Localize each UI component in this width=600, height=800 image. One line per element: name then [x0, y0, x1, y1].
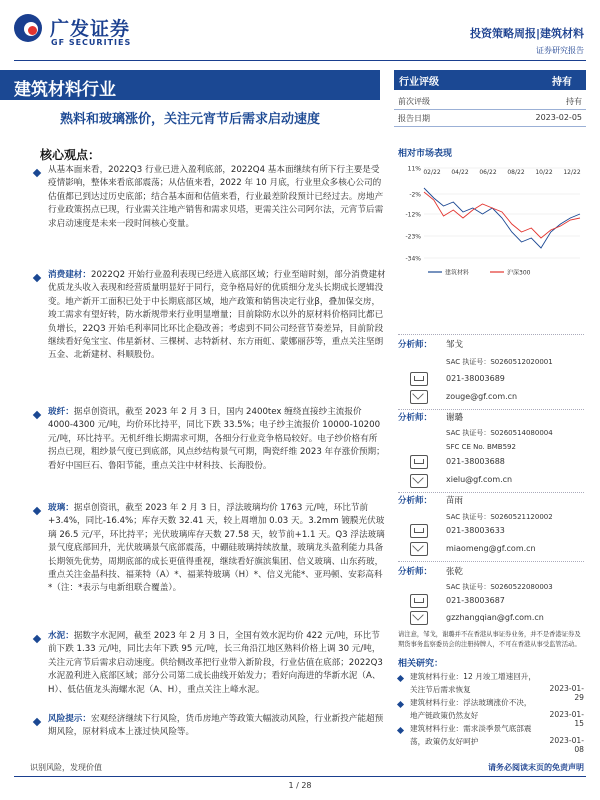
phone-icon	[410, 372, 428, 386]
related-item-date: 2023-01-08	[549, 736, 584, 754]
paragraph-label: 玻璃：	[48, 503, 74, 513]
analyst-phone: 021-38003687	[446, 596, 505, 605]
core-paragraph	[48, 713, 386, 740]
paragraph-text: 从基本面来看，2022Q3 行业已进入盈利底部，2022Q4 基本面继续有所下行主要是受疫情影响，整体来看底部震荡；从估值来看，2022 年 10 月底，行业里众多核心公司的估值都已到达过历史底部；结合基本面和估值来看，行业最差阶段预计已经过去。房地产行业政策拐点已现，行业需关注地产销售和需求贝塔，更需关注公司阿尔法，元宵节后需求启动速度是未来一段时间核心变量。	[48, 165, 384, 229]
disclaimer-note: 请注意，邹戈，谢璐并不在香港从事证券业务，并不是香港证券及期货事务监察委员会的注册持牌人，不可在香港从事受监管活动。	[398, 631, 581, 648]
rating-label: 行业评级	[399, 77, 439, 88]
bullet-icon	[33, 718, 41, 726]
separator	[398, 561, 584, 562]
analyst-name: 谢璐	[446, 413, 464, 423]
related-item-date: 2023-01-15	[549, 710, 584, 728]
bullet-icon	[397, 701, 404, 708]
paragraph-label: 玻纤：	[48, 407, 74, 417]
related-item[interactable]: 建筑材料行业：需求淡季景气底部震荡，政策仍友好呵护	[410, 724, 532, 746]
report-category: 投资策略周报|建筑材料	[469, 27, 584, 40]
mail-icon	[410, 390, 428, 404]
analyst-cert-sfc: SFC CE No. BMB592	[446, 443, 516, 451]
company-logo	[14, 14, 174, 50]
related-item[interactable]: 建筑材料行业：浮法玻璃涨价不决，地产链政策仍然友好	[410, 698, 532, 720]
analyst-cert: SAC 执证号：S0260514080004	[446, 429, 553, 437]
chart-legend-label: 沪深300	[507, 269, 531, 277]
separator	[398, 334, 584, 335]
rating-bar	[394, 70, 586, 90]
paragraph-text: 2022Q2 开始行业盈利表现已经进入底部区域；行业至暗时刻，部分消费建材优质龙头收入表现和经营质量明显好于同行，竞争格局好的优质细分龙头长期成长逻辑没变。地产新开工面积已处于中长期底部区域，地产政策和销售决定行业β，叠加保交房，竣工需求有望好转，防水新规带来行业明显增量；目前除防水以外的原材料价格同比都已负增长，22Q3 开始毛利率同比环比企稳改善；考虑到不同公司经营节奏差异，目前阶段继续看好兔宝宝、伟星新材、三棵树、志特新材、东方雨虹、蒙娜丽莎等，重点关注坚朗五金、北新建材、科顺股份。	[48, 270, 386, 361]
analyst-name: 苗雨	[446, 496, 464, 506]
bullet-icon	[33, 411, 41, 419]
page-number: 1 / 28	[288, 781, 312, 790]
chart-x-tick-label: 06/22	[479, 169, 497, 176]
footer-slogan: 识别风险，发现价值	[30, 763, 102, 772]
report-date-row	[398, 113, 584, 124]
separator	[398, 492, 584, 493]
footer-disclaimer-link[interactable]: 请务必阅读末页的免责声明	[488, 763, 584, 772]
analyst-email[interactable]: gzzhangqian@gf.com.cn	[446, 613, 544, 622]
mail-icon	[410, 542, 428, 556]
relative-performance-chart	[398, 160, 584, 280]
phone-icon	[410, 594, 428, 608]
page-title: 建筑材料行业	[14, 80, 116, 100]
analyst-cert: SAC 执证号：S0260512020001	[446, 358, 553, 366]
paragraph-text: 据数字水泥网，截至 2023 年 2 月 3 日，全国有效水泥均价 422 元/吨，环比节前下跌 1.33 元/吨，同比去年下跌 95 元/吨，长三角沿江地区熟料价格上调 30 元/吨，关注元宵节后需求启动速度。供给侧改革把行业带入新阶段，行业估值在底部；2022Q3 水泥盈利进入底部区域；部分公司第二成长曲线开始发力；看好向海进的华新水泥（A、H）、低估值龙头海螺水泥（A、H），重点关注上峰水泥。	[48, 631, 383, 695]
chart-y-tick-label: -23%	[405, 233, 421, 241]
report-date-label: 报告日期	[398, 114, 430, 123]
chart-x-tick-label: 10/22	[535, 169, 553, 176]
core-paragraph	[48, 269, 386, 363]
report-type: 证券研究报告	[536, 46, 584, 55]
analyst-phone: 021-38003688	[446, 457, 505, 466]
divider	[394, 109, 586, 110]
separator	[398, 409, 584, 410]
analyst-phone: 021-38003633	[446, 526, 505, 535]
related-item[interactable]: 建筑材料行业：12 月竣工增速回升，关注节后需求恢复	[410, 672, 536, 694]
header-divider	[14, 60, 586, 61]
core-paragraph	[48, 406, 386, 473]
chart-y-tick-label: -12%	[405, 211, 421, 219]
core-paragraph	[48, 630, 386, 697]
phone-icon	[410, 455, 428, 469]
logo-text-en: GF SECURITIES	[51, 38, 132, 47]
logo-text-cn: 广发证券	[50, 18, 131, 40]
analyst-name: 邹戈	[446, 340, 464, 350]
core-paragraph	[48, 502, 386, 596]
chart-y-tick-label: -2%	[409, 191, 421, 199]
analyst-email[interactable]: miaomeng@gf.com.cn	[446, 544, 536, 553]
analyst-cert: SAC 执证号：S0260522080003	[446, 583, 553, 591]
chart-series-line	[424, 192, 580, 238]
analyst-label: 分析师：	[398, 413, 433, 423]
relative-performance-heading: 相对市场表现	[398, 149, 453, 159]
previous-rating-row	[398, 96, 584, 107]
analyst-name: 张乾	[446, 567, 464, 577]
bullet-icon	[397, 727, 404, 734]
bullet-icon	[33, 169, 41, 177]
paragraph-label: 消费建材：	[48, 270, 91, 280]
phone-icon	[410, 524, 428, 538]
analyst-cert: SAC 执证号：S0260521120002	[446, 513, 553, 521]
previous-rating-label: 前次评级	[398, 97, 430, 106]
analyst-phone: 021-38003689	[446, 374, 505, 383]
analyst-email[interactable]: xielu@gf.com.cn	[446, 475, 513, 484]
footer-divider	[14, 776, 586, 777]
related-item-date: 2023-01-29	[549, 684, 584, 702]
chart-y-tick-label: 11%	[407, 165, 421, 173]
paragraph-text: 据卓创资讯，截至 2023 年 2 月 3 日，浮法玻璃均价 1763 元/吨，环比节前+3.4%，同比-16.4%；库存天数 32.41 天，较上周增加 0.03 天。3.2mm 镀膜光伏玻璃 26.5 元/平，环比持平；光伏玻璃库存天数 27.58 天，较节前+1.1 天。Q3 浮法玻璃景气度底部回升，光伏玻璃景气底部震荡，中硼硅玻璃持续放量，玻璃龙头盈利能力具备长期领先优势，周期底部的成长更值得重视，继续看好旗滨集团、信义玻璃、山东药玻，重点关注金晶科技、福莱特（A）*、福莱特玻璃（H）*、信义光能*、亚玛顿、安彩高科*（注：*表示与电新组联合覆盖）。	[48, 503, 385, 594]
report-date-value: 2023-02-05	[535, 113, 582, 122]
title-banner	[0, 70, 380, 100]
paragraph-text: 据卓创资讯，截至 2023 年 2 月 3 日，国内 2400tex 缠绕直接纱主流报价 4000-4300 元/吨，均价环比持平，同比下跌 33.5%；电子纱主流报价 10000-10200 元/吨，环比持平。无机纤维长期需求可期，各细分行业竞争格局较好。电子纱价格有所拐点已现，粗纱景气度已到底部，风点纱结构景气可期，陶瓷纤维 2023 年存涨价预期；看好中国巨石、鲁阳节能，重点关注中材科技、长海股份。	[48, 407, 385, 471]
chart-x-tick-label: 04/22	[451, 169, 469, 176]
bullet-icon	[33, 635, 41, 643]
mail-icon	[410, 611, 428, 625]
chart-legend-label: 建筑材料	[445, 269, 470, 277]
related-research-heading: 相关研究：	[398, 659, 444, 669]
paragraph-label: 风险提示：	[48, 714, 91, 724]
chart-series-line	[424, 188, 580, 248]
analyst-email[interactable]: zouge@gf.com.cn	[446, 392, 518, 401]
analyst-label: 分析师：	[398, 496, 433, 506]
previous-rating-value: 持有	[566, 97, 582, 106]
chart-x-tick-label: 12/22	[563, 169, 581, 176]
logo-mark-icon	[14, 14, 42, 42]
divider	[394, 126, 586, 127]
chart-x-tick-label: 08/22	[507, 169, 525, 176]
paragraph-label: 水泥：	[48, 631, 74, 641]
core-paragraph	[48, 164, 386, 231]
rating-value: 持有	[552, 77, 572, 88]
analyst-label: 分析师：	[398, 340, 433, 350]
mail-icon	[410, 474, 428, 488]
paragraph-text: 宏观经济继续下行风险，货币房地产等政策大幅波动风险，行业新投产能超预期风险，原材料成本上涨过快风险等。	[48, 714, 384, 738]
page-subtitle: 熟料和玻璃涨价，关注元宵节后需求启动速度	[60, 112, 321, 127]
bullet-icon	[397, 675, 404, 682]
core-view-heading: 核心观点：	[40, 148, 101, 162]
bullet-icon	[33, 274, 41, 282]
bullet-icon	[33, 507, 41, 515]
analyst-label: 分析师：	[398, 567, 433, 577]
chart-x-tick-label: 02/22	[423, 169, 441, 176]
chart-y-tick-label: -34%	[405, 255, 421, 263]
